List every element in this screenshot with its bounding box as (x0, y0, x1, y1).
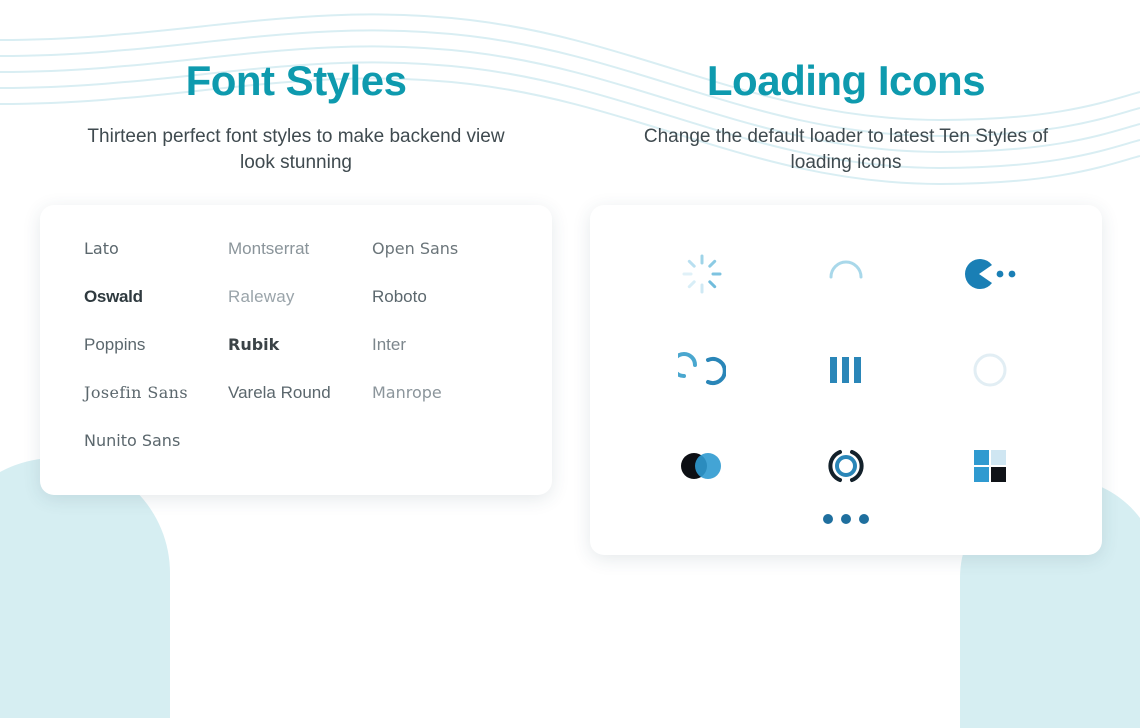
spinner-rays-icon (680, 252, 724, 296)
blocks-icon (970, 446, 1010, 486)
loader-cell (918, 235, 1062, 313)
font-list (84, 239, 508, 450)
font-item: Nunito Sans (84, 431, 181, 451)
font-item: Lato (84, 239, 119, 259)
font-styles-card (40, 205, 552, 495)
loader-cell (774, 235, 918, 313)
loading-icons-card (590, 205, 1102, 555)
font-item: Oswald (84, 287, 143, 307)
pacman-dots-icon (962, 257, 1018, 291)
bracket-circle-icon (824, 444, 868, 488)
loading-icons-subtitle: Change the default loader to latest Ten Styles of loading icons (643, 126, 1049, 173)
arc-spinner-icon (823, 251, 869, 297)
loader-cell (774, 331, 918, 409)
ring-icon (970, 350, 1010, 390)
font-styles-subtitle: Thirteen perfect font styles to make backend view look stunning (87, 126, 505, 173)
three-dots-icon (818, 509, 874, 529)
font-styles-section (40, 0, 552, 555)
loader-cell (630, 235, 774, 313)
loader-cell (630, 331, 774, 409)
font-styles-title: Font Styles (185, 57, 407, 104)
font-item: Poppins (84, 335, 146, 355)
bars-icon (824, 353, 868, 387)
loading-icons-title: Loading Icons (706, 57, 986, 104)
loader-cell (918, 331, 1062, 409)
font-item: Montserrat (228, 239, 310, 259)
font-item: Raleway (228, 287, 295, 307)
two-circles-icon (676, 450, 728, 482)
dual-arc-icon (678, 350, 726, 390)
font-item: Manrope (372, 383, 442, 403)
font-item: Josefin Sans (84, 383, 188, 403)
loader-cell (630, 509, 1062, 529)
loader-grid (630, 235, 1062, 505)
loader-cell (918, 427, 1062, 505)
font-item: Varela Round (228, 383, 331, 403)
font-item: Inter (372, 335, 407, 355)
loader-cell (630, 427, 774, 505)
loader-cell (774, 427, 918, 505)
font-item: Roboto (372, 287, 427, 307)
loading-icons-section (590, 0, 1102, 555)
font-item: Open Sans (372, 239, 459, 259)
font-item: Rubik (228, 335, 280, 355)
